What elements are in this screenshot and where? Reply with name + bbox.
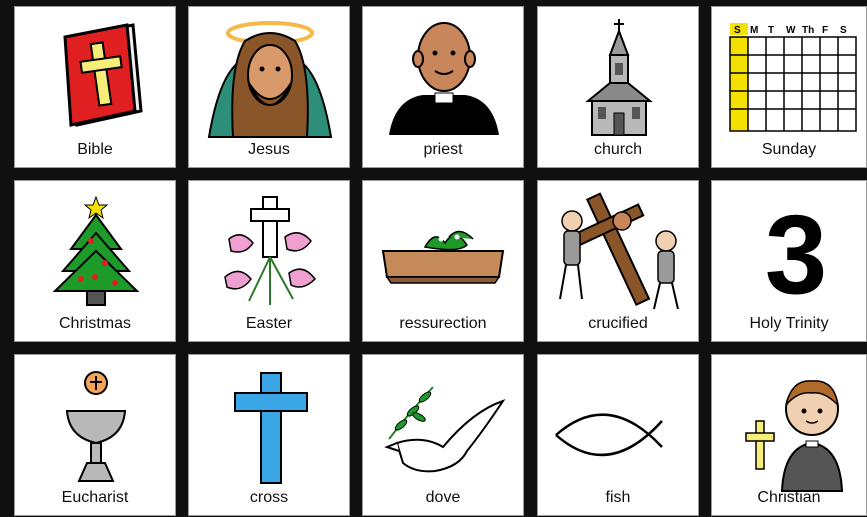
card-sunday[interactable] [711,6,867,168]
calendar-day-1: M [750,25,759,36]
card-label: priest [423,141,463,158]
card-cross[interactable] [188,354,350,516]
trinity-numeral: 3 [764,192,828,317]
card-dove[interactable] [362,354,524,516]
card-label: church [593,141,643,158]
card-label: dove [425,489,461,506]
calendar-day-6: S [840,25,847,36]
card-label: Christian [757,489,821,506]
card-label: Bible [77,141,113,158]
card-eucharist[interactable] [14,354,176,516]
card-christmas[interactable] [14,180,176,342]
cross-icon [189,355,351,495]
empty-tomb-icon [363,181,525,321]
calendar-day-3: W [786,25,796,36]
calendar-day-headers [734,25,847,36]
card-crucified[interactable] [537,180,699,342]
card-easter[interactable] [188,180,350,342]
card-label: cross [249,489,289,506]
number-three-icon [712,181,867,321]
card-church[interactable] [537,6,699,168]
bible-icon [15,7,177,147]
card-holy-trinity[interactable] [711,180,867,342]
card-label: Jesus [248,141,290,158]
calendar-day-5: F [822,25,829,36]
jesus-icon [189,7,351,147]
card-label: Holy Trinity [749,315,829,332]
fish-icon [538,355,700,495]
chalice-icon [15,355,177,495]
card-label: crucified [588,315,648,332]
card-bible[interactable] [14,6,176,168]
calendar-day-0: S [734,25,741,36]
card-priest[interactable] [362,6,524,168]
card-label: Eucharist [61,489,129,506]
easter-lilies-icon [189,181,351,321]
card-christian[interactable] [711,354,867,516]
card-ressurection[interactable] [362,180,524,342]
christmas-tree-icon [15,181,177,321]
calendar-icon [712,7,867,147]
crucifixion-icon [538,181,700,321]
card-label: Sunday [761,141,817,158]
card-label: Easter [245,315,293,332]
calendar-day-4: Th [802,25,815,36]
priest-icon [363,7,525,147]
card-label: ressurection [399,315,487,332]
card-fish[interactable] [537,354,699,516]
christian-child-icon [712,355,867,495]
church-icon [538,7,700,147]
calendar-day-2: T [768,25,775,36]
card-jesus[interactable] [188,6,350,168]
card-label: fish [605,489,631,506]
card-label: Christmas [58,315,131,332]
dove-icon [363,355,525,495]
